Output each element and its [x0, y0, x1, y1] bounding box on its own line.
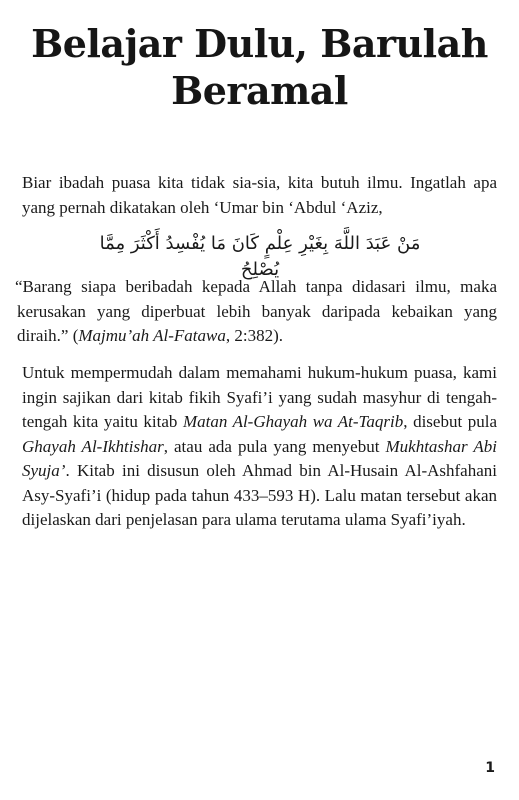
book-title-1: Matan Al-Ghayah wa At-Taqrib — [182, 412, 404, 431]
chapter-title-line-1: Belajar Dulu, Barulah — [31, 21, 488, 66]
para2-text-2: , disebut pula — [403, 412, 497, 431]
chapter-title-line-2: Beramal — [171, 68, 348, 113]
para2-text-3: , atau ada pula yang menyebut — [163, 436, 386, 456]
quote-source-title: Majmu’ah Al-Fatawa — [78, 326, 226, 345]
translation-quote — [17, 275, 497, 349]
para2-text-1: Untuk mempermudah dalam memahami hukum-hukum puasa, kami ingin sajikan dari kitab fikih Syafi’i yang sudah masyhur di tengah-tengah kita yaitu kitab — [22, 363, 497, 431]
book-title-3: Mukhtashar Abi Syuja’ — [22, 436, 497, 480]
arabic-quote: مَنْ عَبَدَ اللَّهَ بِغَيْرِ عِلْمٍ كَانَ مَا يُفْسِدُ أَكْثَرَ مِمَّا يُصْلِحُ — [99, 233, 421, 280]
explanation-paragraph — [22, 361, 497, 533]
intro-text: Biar ibadah puasa kita tidak sia-sia, kita butuh ilmu. Ingatlah apa yang pernah dikatakan oleh ‘Umar bin ‘Abdul ‘Aziz, — [22, 173, 497, 217]
quote-text: “Barang siapa beribadah kepada Allah tanpa didasari ilmu, maka kerusakan yang diperbuat lebih banyak daripada kebaikan yang diraih.” ( — [15, 277, 497, 345]
book-title-2: Ghayah Al-Ikhtishar — [22, 436, 164, 456]
chapter-title — [20, 20, 499, 114]
quote-source-ref: , 2:382). — [225, 326, 283, 345]
intro-paragraph — [22, 171, 497, 220]
page-number: 1 — [485, 760, 495, 776]
para2-text-4: . Kitab ini disusun oleh Ahmad bin Al-Husain Al-Ashfahani Asy-Syafi’i (hidup pada tahun 433–593 H). Lalu matan tersebut akan dijelaskan dari penjelasan para ulama terutama ulama Syafi’iyah. — [22, 461, 497, 529]
